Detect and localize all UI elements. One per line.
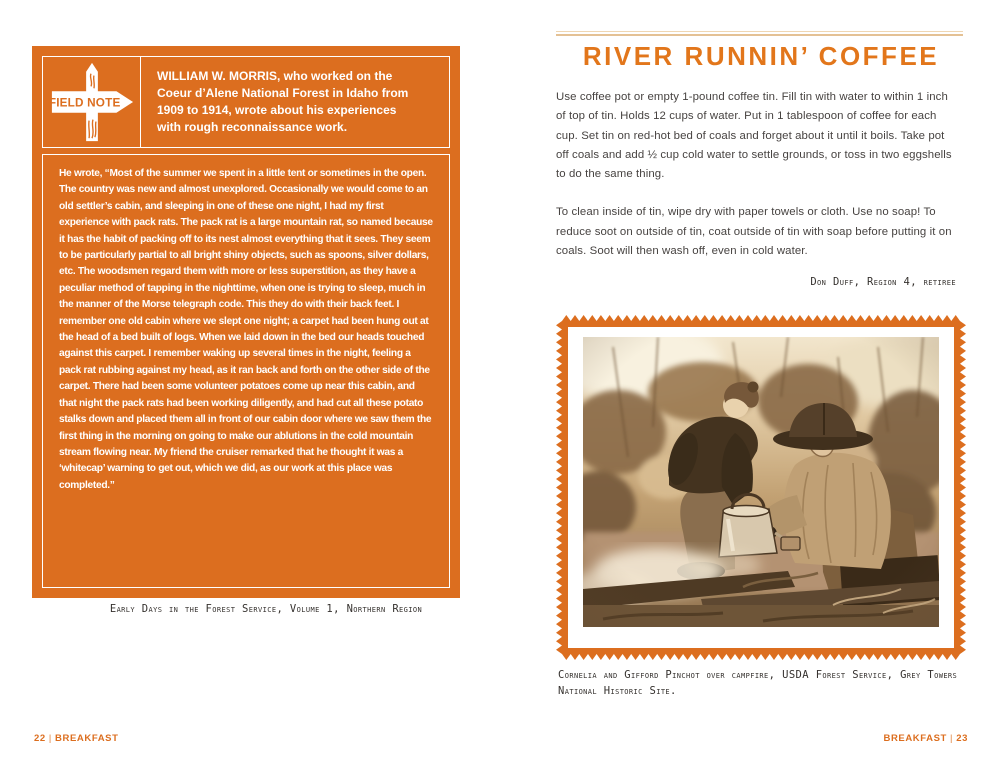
field-note-quote: He wrote, “Most of the summer we spent in a little tent or sometimes in the open. The country was new and almost unexplored. Occasionally we would come to an old settler’s cabin, and sleeping in one of these one night, I had my first experience with pack rats. The pack rat is a large mountain rat, so named because it has the habit of packing off to its nest almost everything that it sees. They seem to be particularly partial to all bright shiny objects, such as spoons, silver dollars, etc. The woodsmen regard them with more or less superstition, as they have a peculiar method of tapping in the nighttime, when one is trying to sleep, much in the manner of the Morse telegraph code. This they do with their back feet. I remember one old cabin where we slept one night; a carpet had been hung out at the head of a bed built of logs. When we laid down in the bed our heads touched against this carpet. I remember waking up several times in the night, feeling a pack rat rubbing against my head, as it ran back and forth on the other side of the carpet. There had been some volunteer potatoes come up near this cabin, and that night the pack rats had been working diligently, and had cut all these potato stalks down and placed them all in front of our cabin door where we saw them the first thing in the morning on going to make our ablutions in the cold mountain stream flowing near. My friend the cruiser remarked that he thought it was a ‘whitecap’ warning to get out, which we did, as our work at this place was completed.”	[42, 154, 450, 588]
right-page-footer	[883, 733, 968, 744]
recipe-title: RIVER RUNNIN’ COFFEE	[582, 41, 940, 71]
field-note-signpost-icon	[48, 60, 136, 144]
top-double-rule	[556, 31, 963, 36]
footer-divider: |	[949, 733, 954, 744]
right-section-label: BREAKFAST	[883, 733, 947, 744]
recipe-attribution: Don Duff, Region 4, retiree	[810, 276, 956, 289]
right-page-number: 23	[956, 733, 968, 744]
stamp-frame-svg	[556, 315, 966, 660]
photo-stamp-frame	[556, 315, 966, 660]
field-note-header	[42, 56, 450, 148]
photo-caption: Cornelia and Gifford Pinchot over campfire, USDA Forest Service, Grey Towers National Historic Site.	[558, 669, 958, 697]
recipe-paragraph: To clean inside of tin, wipe dry with paper towels or cloth. Use no soap! To reduce soot on outside of tin, coat outside of tin with soap before putting it on coals. Soot will then wash off, even in cold water.	[556, 206, 952, 258]
recipe-paragraph: Use coffee pot or empty 1-pound coffee tin. Fill tin with water to within 1 inch of top of tin. Holds 12 cups of water. Put in 1 tablespoon of coffee for each cup. Set tin on red-hot bed of coals and forget about it until it boils. Take pot off coals and add ½ cup cold water to settle grounds, or toss in two eggshells to do the same thing.	[556, 91, 952, 181]
field-note-intro: WILLIAM W. MORRIS, who worked on the Coeur d’Alene National Forest in Idaho from 1909 to 1914, wrote about his experiences with rough reconnaissance work.	[157, 69, 409, 134]
field-note-sign-label: FIELD NOTE	[48, 96, 120, 110]
recipe-body	[556, 88, 956, 290]
left-section-label: BREAKFAST	[55, 733, 119, 744]
field-note-sign-cell	[43, 57, 141, 147]
campfire-photo	[556, 322, 963, 627]
left-page-number: 22	[34, 733, 46, 744]
field-note-box	[32, 46, 460, 598]
source-caption: Early Days in the Forest Service, Volume 1, Northern Region	[109, 603, 423, 615]
left-page-footer	[34, 733, 119, 744]
footer-divider: |	[48, 733, 53, 744]
